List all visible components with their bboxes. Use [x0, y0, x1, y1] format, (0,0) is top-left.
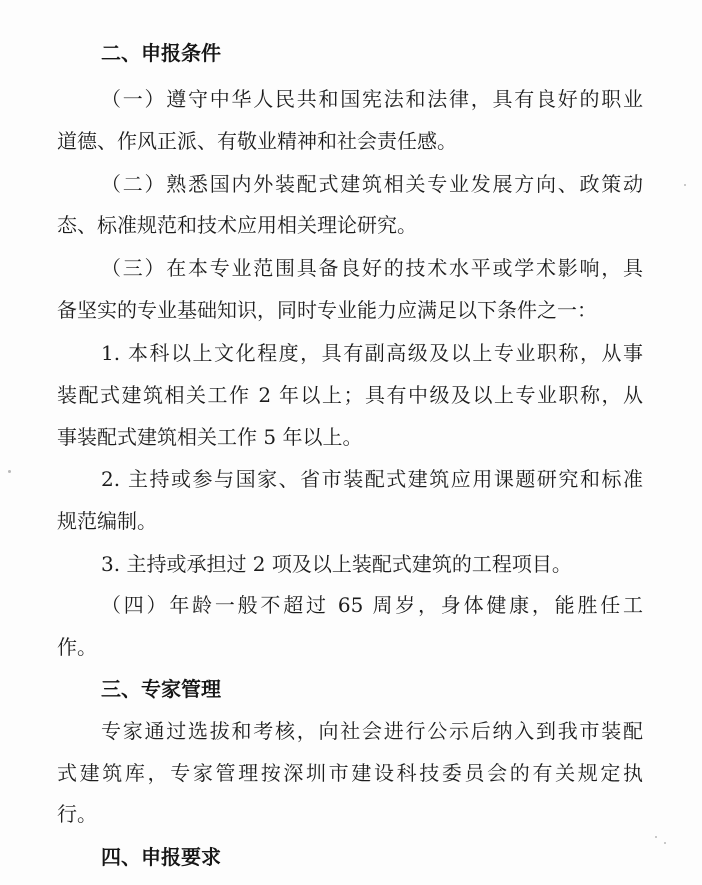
scan-speck — [655, 836, 657, 838]
scan-speck — [8, 470, 11, 473]
expert-management-line-3: 行。 — [57, 802, 97, 826]
section-heading-application-requirements: 四、申报要求 — [101, 845, 221, 869]
expert-management-line-1: 专家通过选拔和考核，向社会进行公示后纳入到我市装配 — [101, 719, 643, 743]
document-body — [57, 0, 657, 885]
sub-condition-3-line-1: 3. 主持或承担过 2 项及以上装配式建筑的工程项目。 — [101, 552, 572, 576]
section-heading-application-conditions: 二、申报条件 — [101, 41, 221, 65]
section-heading-expert-management: 三、专家管理 — [101, 677, 221, 701]
condition-item-2-line-1: （二）熟悉国内外装配式建筑相关专业发展方向、政策动 — [101, 172, 643, 196]
condition-item-1-line-1: （一）遵守中华人民共和国宪法和法律，具有良好的职业 — [101, 87, 643, 111]
condition-item-2-line-2: 态、标准规范和技术应用相关理论研究。 — [57, 213, 417, 237]
expert-management-line-2: 式建筑库，专家管理按深圳市建设科技委员会的有关规定执 — [57, 761, 643, 785]
sub-condition-2-line-1: 2. 主持或参与国家、省市装配式建筑应用课题研究和标准 — [101, 467, 643, 491]
sub-condition-1-line-3: 事装配式建筑相关工作 5 年以上。 — [57, 425, 363, 449]
sub-condition-1-line-2: 装配式建筑相关工作 2 年以上；具有中级及以上专业职称，从 — [57, 383, 643, 407]
condition-item-3-line-2: 备坚实的专业基础知识，同时专业能力应满足以下条件之一： — [57, 298, 597, 322]
condition-item-1-line-2: 道德、作风正派、有敬业精神和社会责任感。 — [57, 129, 457, 153]
sub-condition-2-line-2: 规范编制。 — [57, 509, 157, 533]
condition-item-4-line-2: 作。 — [57, 635, 97, 659]
condition-item-4-line-1: （四）年龄一般不超过 65 周岁，身体健康，能胜任工 — [101, 593, 643, 617]
condition-item-3-line-1: （三）在本专业范围具备良好的技术水平或学术影响，具 — [101, 256, 643, 280]
scan-speck — [664, 842, 666, 844]
sub-condition-1-line-1: 1. 本科以上文化程度，具有副高级及以上专业职称，从事 — [101, 341, 643, 365]
scan-speck — [684, 184, 686, 186]
